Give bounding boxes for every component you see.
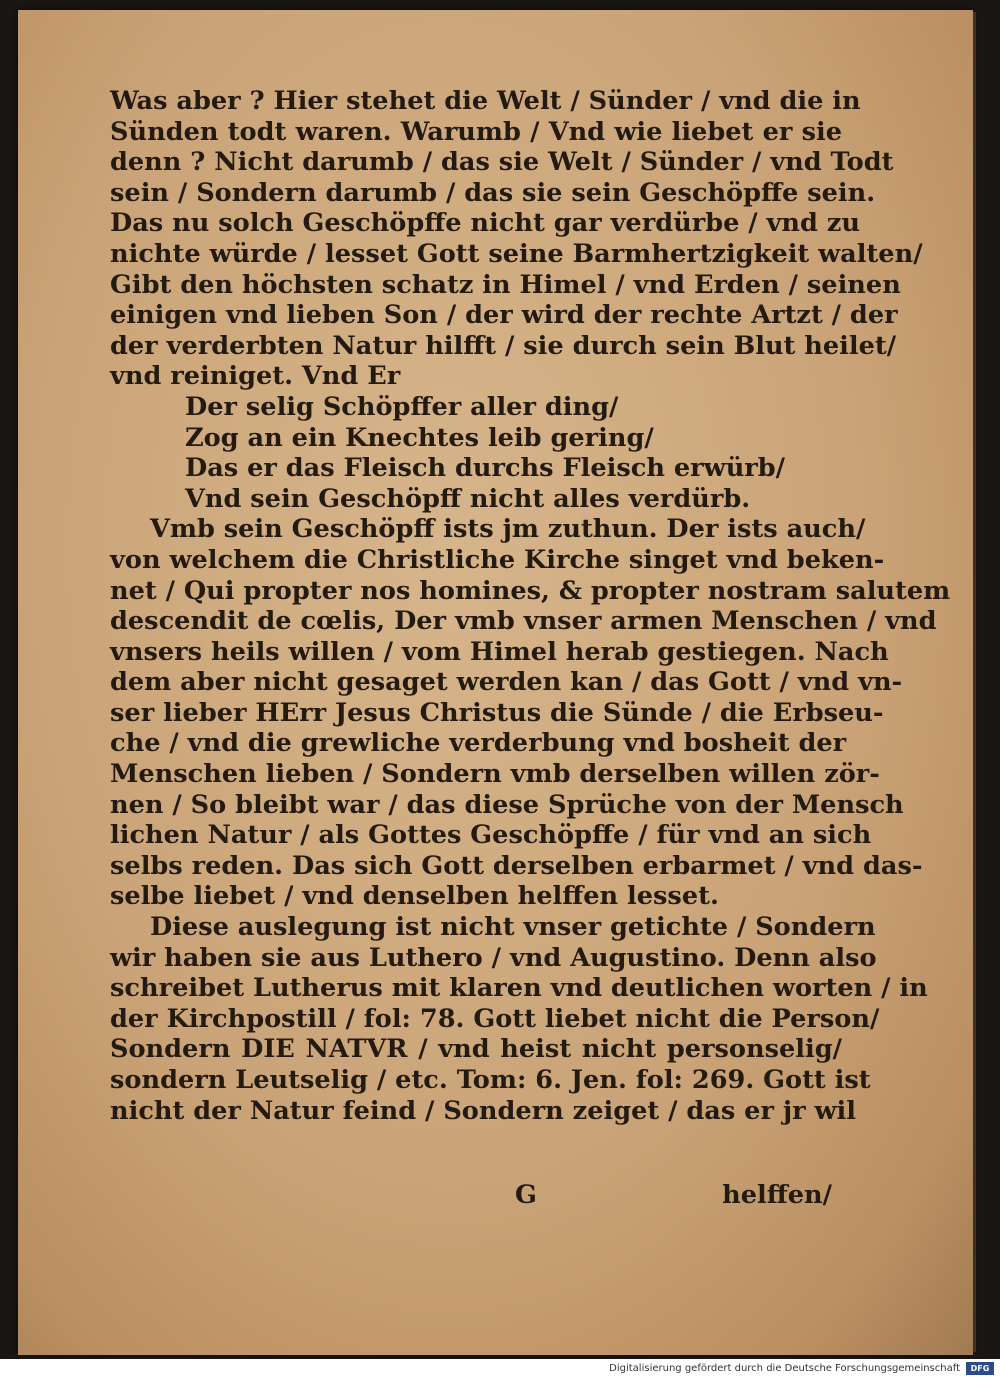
- text-line: nicht der Natur feind / Sondern zeiget / das er jr wil: [110, 1095, 856, 1126]
- text-line: nen / So bleibt war / das diese Sprüche von der Mensch: [110, 789, 904, 820]
- text-line: Sünden todt waren. Warumb / Vnd wie liebet er sie: [110, 116, 842, 147]
- text-line: schreibet Lutherus mit klaren vnd deutlichen worten / in: [110, 973, 928, 1004]
- verse-line: Das er das Fleisch durchs Fleisch erwürb/: [185, 453, 786, 484]
- text-line: Menschen lieben / Sondern vmb derselben willen zör-: [110, 759, 880, 790]
- footer-credit: Digitalisierung gefördert durch die Deutsche Forschungsgemeinschaft: [609, 1363, 960, 1374]
- signature-mark: G: [515, 1180, 537, 1210]
- text-line: net / Qui propter nos homines, & propter nostram salutem: [110, 575, 951, 606]
- page-signature-row: [110, 1180, 842, 1212]
- text-line: Vmb sein Geschöpff ists jm zuthun. Der ists auch/: [150, 514, 866, 545]
- text-line: nichte würde / lesset Gott seine Barmhertzigkeit walten/: [110, 238, 923, 269]
- text-line: vnd reiniget. Vnd Er: [110, 361, 401, 392]
- text-line: vnsers heils willen / vom Himel herab gestiegen. Nach: [110, 636, 889, 667]
- text-line: von welchem die Christliche Kirche singet vnd beken-: [110, 544, 885, 575]
- text-line: Gibt den höchsten schatz in Himel / vnd Erden / seinen: [110, 269, 901, 300]
- text-line: Diese auslegung ist nicht vnser getichte / Sondern: [150, 912, 876, 943]
- text-line: lichen Natur / als Gottes Geschöpffe / für vnd an sich: [110, 820, 872, 851]
- text-line: denn ? Nicht darumb / das sie Welt / Sünder / vnd Todt: [110, 147, 894, 178]
- text-line: che / vnd die grewliche verderbung vnd bosheit der: [110, 728, 847, 759]
- text-line: sein / Sondern darumb / das sie sein Geschöpffe sein.: [110, 177, 876, 208]
- text-line: Was aber ? Hier stehet die Welt / Sünder / vnd die in: [110, 86, 861, 116]
- text-line: Sondern DIE NATVR / vnd heist nicht personselig/: [110, 1034, 842, 1065]
- text-line: der verderbten Natur hilfft / sie durch sein Blut heilet/: [110, 330, 897, 361]
- dfg-logo-icon: DFG: [966, 1362, 994, 1375]
- verse-line: Vnd sein Geschöpff nicht alles verdürb.: [185, 483, 751, 514]
- text-line: sondern Leutselig / etc. Tom: 6. Jen. fol: 269. Gott ist: [110, 1065, 871, 1095]
- text-line: Das nu solch Geschöpffe nicht gar verdürbe / vnd zu: [110, 208, 860, 239]
- text-line: selbe liebet / vnd denselben helffen lesset.: [110, 881, 719, 912]
- text-line: dem aber nicht gesaget werden kan / das Gott / vnd vn-: [110, 667, 903, 698]
- text-line: wir haben sie aus Luthero / vnd Augustino. Denn also: [110, 942, 877, 973]
- text-line: descendit de cœlis, Der vmb vnser armen Menschen / vnd: [110, 606, 937, 637]
- catchword: helffen/: [722, 1180, 832, 1210]
- verse-line: Zog an ein Knechtes leib gering/: [185, 422, 654, 453]
- text-line: der Kirchpostill / fol: 78. Gott liebet nicht die Person/: [110, 1003, 880, 1034]
- footer-bar: [0, 1359, 1000, 1379]
- page-text: [110, 86, 951, 1126]
- text-line: selbs reden. Das sich Gott derselben erbarmet / vnd das-: [110, 850, 923, 881]
- verse-line: Der selig Schöpffer aller ding/: [185, 391, 619, 422]
- text-line: einigen vnd lieben Son / der wird der rechte Artzt / der: [110, 300, 898, 331]
- text-line: ser lieber HErr Jesus Christus die Sünde / die Erbseu-: [110, 697, 884, 728]
